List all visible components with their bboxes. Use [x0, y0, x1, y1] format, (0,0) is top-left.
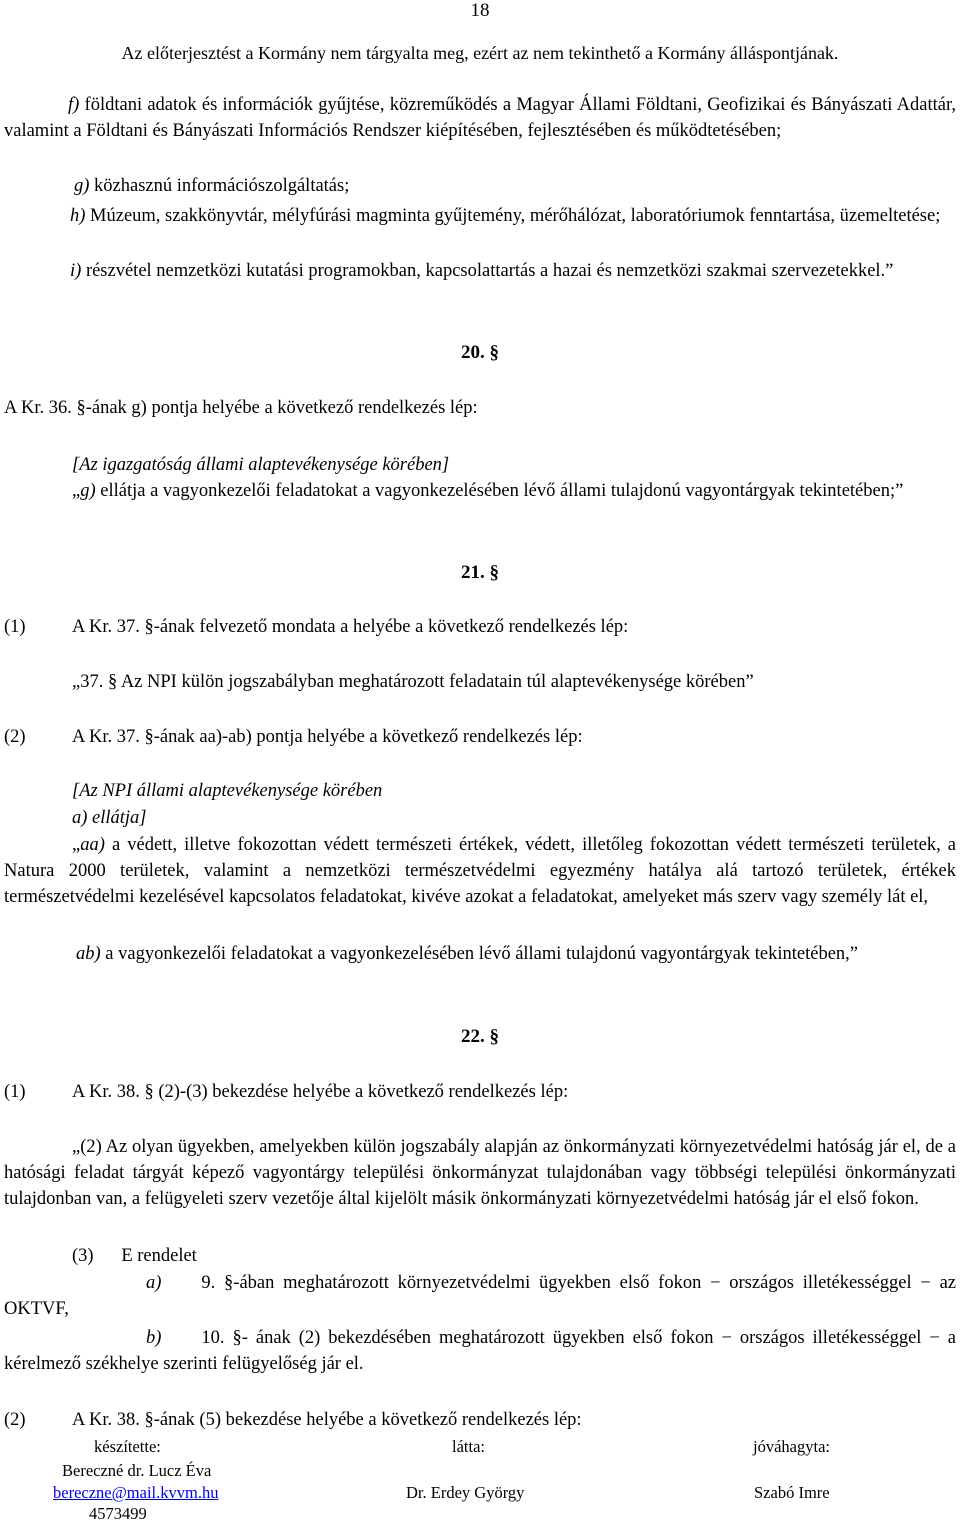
section-20-point-g-text: ellátja a vagyonkezelői feladatokat a vagyonkezelésében lévő állami tulajdonú vagyontárgyak tekintetében;”	[95, 481, 904, 501]
prepared-by-label: készítette:	[94, 1437, 161, 1456]
section-21-point-ab-label: ab)	[76, 944, 101, 964]
item-h-label: h)	[70, 206, 86, 226]
section-20-intro: A Kr. 36. §-ának g) pontja helyébe a következő rendelkezés lép:	[4, 398, 478, 418]
item-i	[4, 258, 956, 284]
section-21-point-aa: „aa) a védett, illetve fokozottan védett természeti értékek, védett, illetőleg fokozottan védett természeti területek, a Natura 2000 területek, valamint a nemzetközi természetvédelmi egyezmény hatálya alá tartozó területek, értékek természetvédelmi kezelésével kapcsolatos feladatokat, kivéve azokat a feladatokat, amelyeket más szerv vagy személy lát el,	[4, 835, 956, 907]
section-22-point-b	[4, 1325, 956, 1377]
item-f-text: földtani adatok és információk gyűjtése, közreműködés a Magyar Állami Földtani, Geofizikai és Bányászati Adattár, valamint a Földtani és Bányászati Információs Rendszer kiépítésében, fejlesztésében és működtetésében;	[4, 95, 956, 141]
prepared-by-name: Bereczné dr. Lucz Éva	[62, 1461, 212, 1480]
item-i-text: részvétel nemzetközi kutatási programokban, kapcsolattartás a hazai és nemzetközi szakmai szervezetekkel.”	[81, 261, 894, 281]
section-21-point-aa-label: aa)	[80, 835, 105, 855]
item-g	[4, 173, 956, 199]
section-22-para-2-number: (2)	[4, 1410, 26, 1430]
section-22-para-1-text: A Kr. 38. § (2)-(3) bekezdése helyébe a következő rendelkezés lép:	[72, 1082, 569, 1102]
item-g-text: közhasznú információszolgáltatás;	[89, 176, 350, 196]
approved-by-name: Szabó Imre	[754, 1483, 830, 1502]
section-21-bracket-1: [Az NPI állami alaptevékenysége körében	[72, 781, 383, 801]
page-number: 18	[470, 0, 490, 21]
prepared-by-phone: 4573499	[89, 1504, 147, 1523]
section-22-point-b-text: 10. §- ának (2) bekezdésében meghatározott ügyekben első fokon − országos illetékességgel − a kérelmező székhelye szerinti felügyelőség jár el.	[4, 1328, 956, 1374]
section-22-point-b-label: b)	[146, 1328, 162, 1348]
section-21-point-ab	[4, 941, 956, 967]
seen-by-name: Dr. Erdey György	[406, 1483, 525, 1502]
header-notice: Az előterjesztést a Kormány nem tárgyalta meg, ezért az nem tekinthető a Kormány álláspontjának.	[121, 43, 839, 63]
seen-by-label: látta:	[452, 1437, 485, 1456]
section-22-heading: 22. §	[461, 1026, 499, 1047]
item-f-label: f)	[68, 95, 80, 115]
section-20-point-g-label: g)	[80, 481, 96, 501]
item-h	[4, 203, 956, 229]
section-21-point-aa-text: a védett, illetve fokozottan védett természeti értékek, védett, illetőleg fokozottan védett természeti területek, a Natura 2000 területek, valamint a nemzetközi természetvédelmi egyezmény hatálya alá tartozó területek, értékek természetvédelmi kezelésével kapcsolatos feladatokat, kivéve azokat a feladatokat, amelyeket más szerv vagy személy lát el,	[4, 835, 956, 907]
section-21-quote-37: „37. § Az NPI külön jogszabályban meghatározott feladatain túl alaptevékenysége körében”	[72, 672, 754, 692]
section-21-para-1-number: (1)	[4, 617, 26, 637]
item-f	[4, 92, 956, 144]
section-20-bracket: [Az igazgatóság állami alaptevékenysége körében]	[72, 455, 450, 475]
section-21-para-1-text: A Kr. 37. §-ának felvezető mondata a helyébe a következő rendelkezés lép:	[72, 617, 629, 637]
item-h-text: Múzeum, szakkönyvtár, mélyfúrási magminta gyűjtemény, mérőhálózat, laboratóriumok fenntartása, üzemeltetése;	[85, 206, 941, 226]
approved-by-label: jóváhagyta:	[753, 1437, 830, 1456]
section-21-para-2-text: A Kr. 37. §-ának aa)-ab) pontja helyébe a következő rendelkezés lép:	[72, 727, 583, 747]
section-22-point-a	[4, 1270, 956, 1322]
section-21-bracket-2: a) ellátja]	[72, 808, 147, 828]
section-21-heading: 21. §	[461, 562, 499, 583]
section-20-heading: 20. §	[461, 342, 499, 363]
prepared-by-email-link[interactable]: bereczne@mail.kvvm.hu	[53, 1483, 219, 1502]
item-i-label: i)	[70, 261, 82, 281]
section-22-quote-para-3: (3) E rendelet	[72, 1246, 197, 1266]
section-22-para-1-number: (1)	[4, 1082, 26, 1102]
section-22-para-2-text: A Kr. 38. §-ának (5) bekezdése helyébe a következő rendelkezés lép:	[72, 1410, 582, 1430]
section-20-point-g: „g) ellátja a vagyonkezelői feladatokat a vagyonkezelésében lévő állami tulajdonú vagyontárgyak tekintetében;”	[72, 481, 904, 501]
section-21-para-2-number: (2)	[4, 727, 26, 747]
section-22-quote-para-2: „(2) Az olyan ügyekben, amelyekben külön jogszabály alapján az önkormányzati környezetvédelmi hatóság jár el, de a hatósági feladat tárgyát képező vagyontárgy települési önkormányzat tulajdonában vagy többségi települési önkormányzati tulajdonban van, a felügyeleti szerv vezetője által kijelölt másik önkormányzati környezetvédelmi hatóság jár el első fokon.	[4, 1137, 956, 1209]
section-21-point-ab-text: a vagyonkezelői feladatokat a vagyonkezelésében lévő állami tulajdonú vagyontárgyak tekintetében,”	[100, 944, 859, 964]
section-22-point-a-label: a)	[146, 1273, 162, 1293]
item-g-label: g)	[74, 176, 90, 196]
section-22-point-a-text: 9. §-ában meghatározott környezetvédelmi ügyekben első fokon − országos illetékességgel − az OKTVF,	[4, 1273, 956, 1319]
